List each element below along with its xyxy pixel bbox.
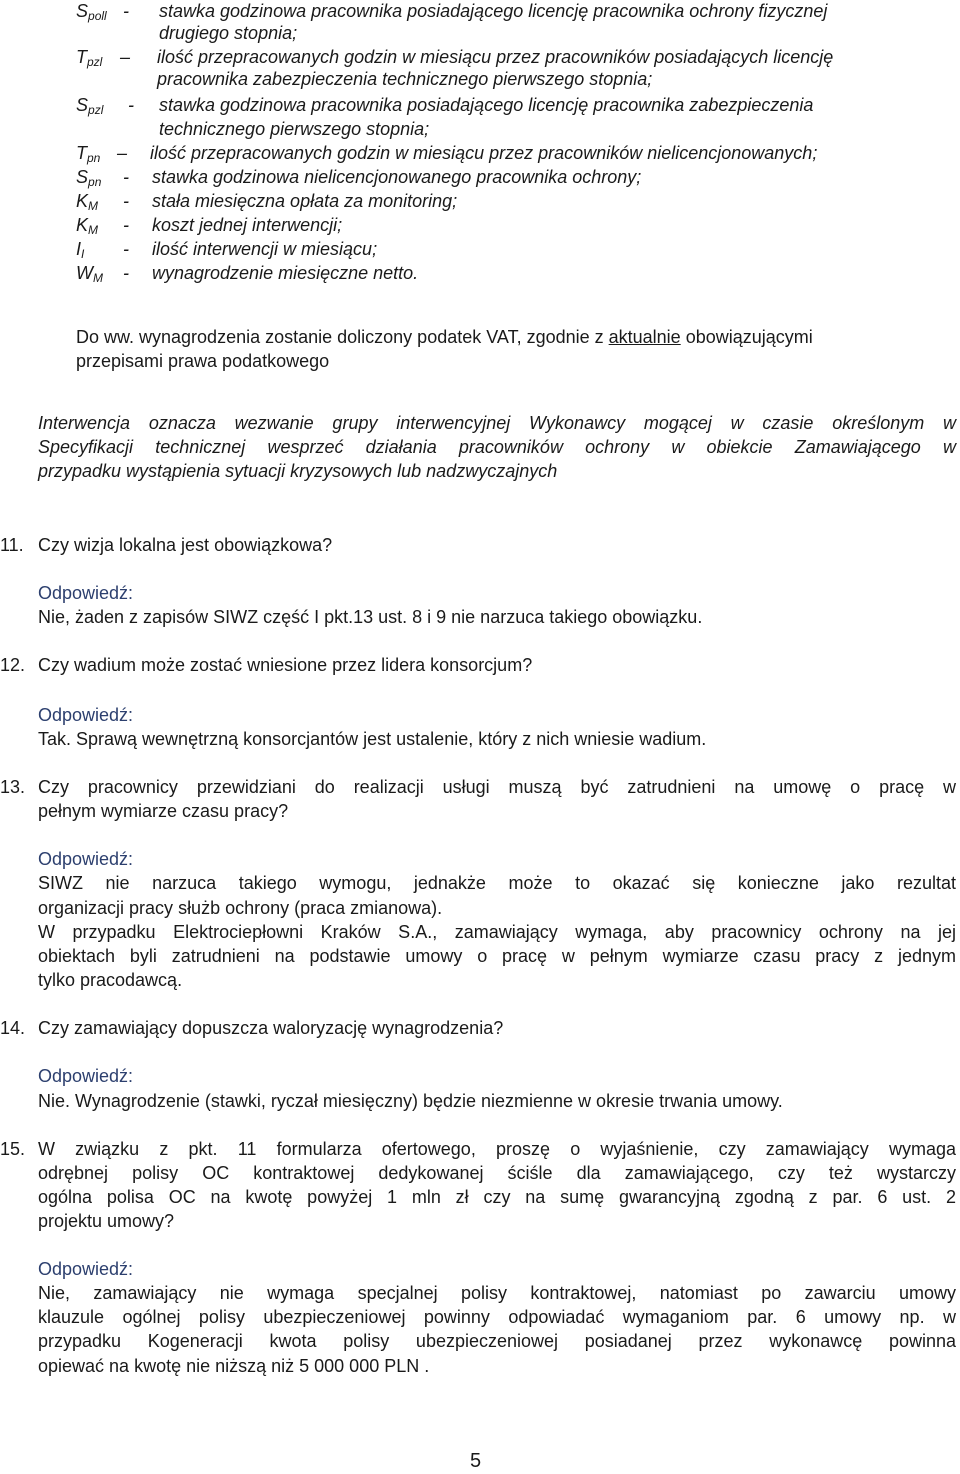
answer-text: Tak. Sprawą wewnętrzną konsorcjantów jest ustalenie, który z nich wniesie wadium. <box>38 729 707 749</box>
question-text: W związku z pkt. 11 formularza ofertowego, proszę o wyjaśnienie, czy zamawiający wymaga <box>38 1139 956 1159</box>
definition-text: drugiego stopnia; <box>159 23 298 43</box>
interwencja-line: Specyfikacji technicznej wesprzeć działania pracowników ochrony w obiekcie Zamawiającego w <box>38 437 956 457</box>
answer-label: Odpowiedź: <box>38 705 134 725</box>
symbol: $I_I$ <box>76 239 85 261</box>
symbol: $W_M$ <box>76 263 103 285</box>
question-text: Czy zamawiający dopuszcza waloryzację wynagrodzenia? <box>38 1018 504 1038</box>
dash: - <box>123 239 129 259</box>
question-text: Czy wadium może zostać wniesione przez lidera konsorcjum? <box>38 655 533 675</box>
answer-label: Odpowiedź: <box>38 849 134 869</box>
answer-text: opiewać na kwotę nie niższą niż 5 000 000 PLN . <box>38 1356 430 1376</box>
interwencja-line: przypadku wystąpienia sytuacji kryzysowych lub nadzwyczajnych <box>38 461 558 481</box>
answer-label: Odpowiedź: <box>38 1066 134 1086</box>
definition-text: ilość interwencji w miesiącu; <box>152 239 378 259</box>
dash: - <box>123 1 129 21</box>
interwencja-line: Interwencja oznacza wezwanie grupy interwencyjnej Wykonawcy mogącej w czasie określonym w <box>38 413 956 433</box>
answer-text: tylko pracodawcą. <box>38 970 183 990</box>
question-text: ogólna polisa OC na kwotę powyżej 1 mln zł czy na sumę gwarancyjną zgodną z par. 6 ust. 2 <box>38 1187 956 1207</box>
dash: – <box>117 143 128 163</box>
symbol: $T_{pn}$ <box>76 143 101 165</box>
symbol: $T_{pzl}$ <box>76 47 103 69</box>
definition-text: ilość przepracowanych godzin w miesiącu przez pracowników posiadających licencję <box>157 47 834 67</box>
answer-text: organizacji pracy służb ochrony (praca zmianowa). <box>38 898 443 918</box>
symbol: $S_{poll}$ <box>76 1 107 23</box>
definition-text: wynagrodzenie miesięczne netto. <box>152 263 419 283</box>
answer-text: przypadku Kogeneracji kwota polisy ubezpieczeniowej posiadanej przez wykonawcę powinna <box>38 1331 956 1351</box>
question-number: 13. <box>0 777 26 797</box>
symbol: $S_{pn}$ <box>76 167 102 189</box>
answer-text: W przypadku Elektrociepłowni Kraków S.A., zamawiający wymaga, aby pracownicy ochrony na jej <box>38 922 956 942</box>
dash: - <box>123 191 129 211</box>
question-number: 12. <box>0 655 26 675</box>
dash: - <box>123 263 129 283</box>
answer-text: obiektach byli zatrudnieni na podstawie umowy o pracę w pełnym wymiarze czasu pracy z jednym <box>38 946 956 966</box>
definition-text: koszt jednej interwencji; <box>152 215 343 235</box>
answer-label: Odpowiedź: <box>38 1259 134 1279</box>
dash: - <box>123 215 129 235</box>
question-text: pełnym wymiarze czasu pracy? <box>38 801 289 821</box>
page-number: 5 <box>470 1450 482 1472</box>
dash: - <box>123 167 129 187</box>
answer-text: SIWZ nie narzuca takiego wymogu, jednakże może to okazać się konieczne jako rezultat <box>38 873 956 893</box>
dash: – <box>120 47 131 67</box>
question-number: 11. <box>0 535 24 555</box>
definition-text: technicznego pierwszego stopnia; <box>159 119 430 139</box>
answer-text: Nie. Wynagrodzenie (stawki, ryczał miesięczny) będzie niezmienne w okresie trwania umowy. <box>38 1091 783 1111</box>
question-text: Czy pracownicy przewidziani do realizacji usługi muszą być zatrudnieni na umowę o pracę w <box>38 777 956 797</box>
definition-text: stawka godzinowa pracownika posiadającego licencję pracownika ochrony fizycznej <box>159 1 828 21</box>
question-text: projektu umowy? <box>38 1211 175 1231</box>
question-text: odrębnej polisy OC kontraktowej dedykowanej ściśle dla zamawiającego, czy też wystarczy <box>38 1163 956 1183</box>
answer-text: klauzule ogólnej polisy ubezpieczeniowej powinny odpowiadać wymaganiom par. 6 umowy np. w <box>38 1307 956 1327</box>
question-text: Czy wizja lokalna jest obowiązkowa? <box>38 535 333 555</box>
question-number: 14. <box>0 1018 26 1038</box>
definition-text: stawka godzinowa nielicencjonowanego pracownika ochrony; <box>152 167 642 187</box>
symbol: $K_M$ <box>76 215 99 237</box>
symbol: $S_{pzl}$ <box>76 95 104 117</box>
definition-text: pracownika zabezpieczenia technicznego pierwszego stopnia; <box>157 69 653 89</box>
symbol: $K_M$ <box>76 191 99 213</box>
definition-text: stała miesięczna opłata za monitoring; <box>152 191 458 211</box>
answer-text: Nie, żaden z zapisów SIWZ część I pkt.13 ust. 8 i 9 nie narzuca takiego obowiązku. <box>38 607 703 627</box>
vat-paragraph-line: przepisami prawa podatkowego <box>76 351 330 371</box>
dash: - <box>128 95 134 115</box>
answer-label: Odpowiedź: <box>38 583 134 603</box>
answer-text: Nie, zamawiający nie wymaga specjalnej polisy kontraktowej, natomiast po zawarciu umowy <box>38 1283 956 1303</box>
definition-text: ilość przepracowanych godzin w miesiącu przez pracowników nielicencjonowanych; <box>150 143 818 163</box>
definition-text: stawka godzinowa pracownika posiadającego licencję pracownika zabezpieczenia <box>159 95 814 115</box>
question-number: 15. <box>0 1139 26 1159</box>
vat-paragraph-line: Do ww. wynagrodzenia zostanie doliczony podatek VAT, zgodnie z aktualnie obowiązującymi <box>76 327 813 347</box>
